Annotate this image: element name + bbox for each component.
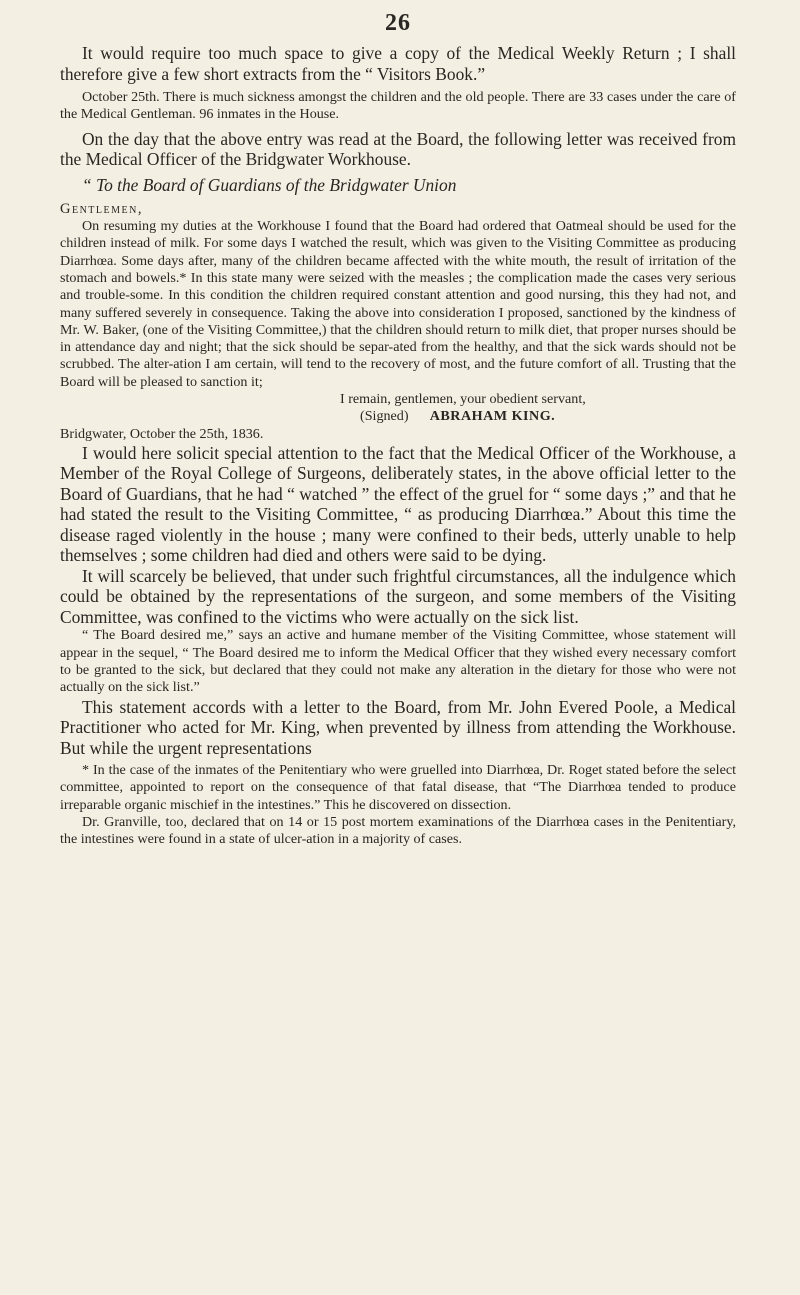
- letter-dateline: Bridgwater, October the 25th, 1836.: [60, 425, 264, 442]
- committee-quote-paragraph: “ The Board desired me,” says an active and humane member of the Visiting Committee, whose statement will appear in the sequel, “ The Board desired me to inform the Medical Officer that they wished every necessary comfort to be granted to the sick, but declared that they could not make any alteration in the dietary for those who were not actually on the sick list.”: [60, 627, 736, 696]
- letter-heading: “ To the Board of Guardians of the Bridgwater Union: [82, 174, 457, 195]
- visitors-book-extract: October 25th. There is much sickness amongst the children and the old people. There are 33 cases under the care of the Medical Gentleman. 96 inmates in the House.: [60, 89, 736, 123]
- letter-closing: I remain, gentlemen, your obedient servant,: [340, 391, 586, 408]
- footnote-2: Dr. Granville, too, declared that on 14 or 15 post mortem examinations of the Diarrhœa cases in the Penitentiary, the intestines were found in a state of ulcer-ation in a majority of cases.: [60, 814, 736, 848]
- commentary-paragraph-3: This statement accords with a letter to the Board, from Mr. John Evered Poole, a Medical Practitioner who acted for Mr. King, when prevented by illness from attending the Workhouse. But while the urgent representations: [60, 696, 736, 758]
- letter-body: On resuming my duties at the Workhouse I found that the Board had ordered that Oatmeal should be used for the children instead of milk. For some days I watched the result, which was given to the Visiting Committee as producing Diarrhœa. Some days after, many of the children became affected with the white mouth, the result of irritation of the stomach and bowels.* In this state many were seized with the measles ; the complication made the cases very serious and trouble-some. In this condition the children required constant attention and good nursing, this they had not, and many suffered severely in consequence. Taking the above into consideration I proposed, sanctioned by the kindness of Mr. W. Baker, (one of the Visiting Committee,) that the children should return to milk diet, that proper nurses should be in attendance day and night; that the sick should be separ-ated from the healthy, and that the sick wards should not be scrubbed. The alter-ation I am certain, will tend to the recovery of most, and the future comfort of all. Trusting that the Board will be pleased to sanction it;: [60, 218, 736, 390]
- letter-intro-paragraph: On the day that the above entry was read at the Board, the following letter was received from the Medical Officer of the Bridgwater Workhouse.: [60, 128, 736, 170]
- commentary-paragraph-2: It will scarcely be believed, that under such frightful circumstances, all the indulgence which could be obtained by the representations of the surgeon, and some members of the Visiting Committee, was confined to the victims who were actually on the sick list.: [60, 565, 736, 627]
- intro-paragraph: It would require too much space to give a copy of the Medical Weekly Return ; I shall therefore give a few short extracts from the “ Visitors Book.”: [60, 43, 736, 84]
- letter-salutation: Gentlemen,: [60, 201, 143, 218]
- letter-signature: [60, 408, 736, 425]
- page-number: 26: [385, 10, 411, 36]
- signed-prefix: (Signed): [360, 408, 409, 425]
- commentary-paragraph-1: I would here solicit special attention to the fact that the Medical Officer of the Workhouse, a Member of the Royal College of Surgeons, deliberately states, in the above official letter to the Board of Guardians, that he had “ watched ” the effect of the gruel for “ some days ;” and that he had stated the result to the Visiting Committee, “ as producing Diarrhœa.” About this time the disease raged violently in the house ; many were confined to their beds, utterly unable to help themselves ; some children had died and others were said to be dying.: [60, 442, 736, 566]
- footnote-1: * In the case of the inmates of the Penitentiary who were gruelled into Diarrhœa, Dr. Roget stated before the select committee, appointed to report on the consequence of that fatal disease, that “The Diarrhœa tended to produce irreparable organic mischief in the intestines.” This he discovered on dissection.: [60, 762, 736, 813]
- signed-name: ABRAHAM KING.: [429, 408, 556, 425]
